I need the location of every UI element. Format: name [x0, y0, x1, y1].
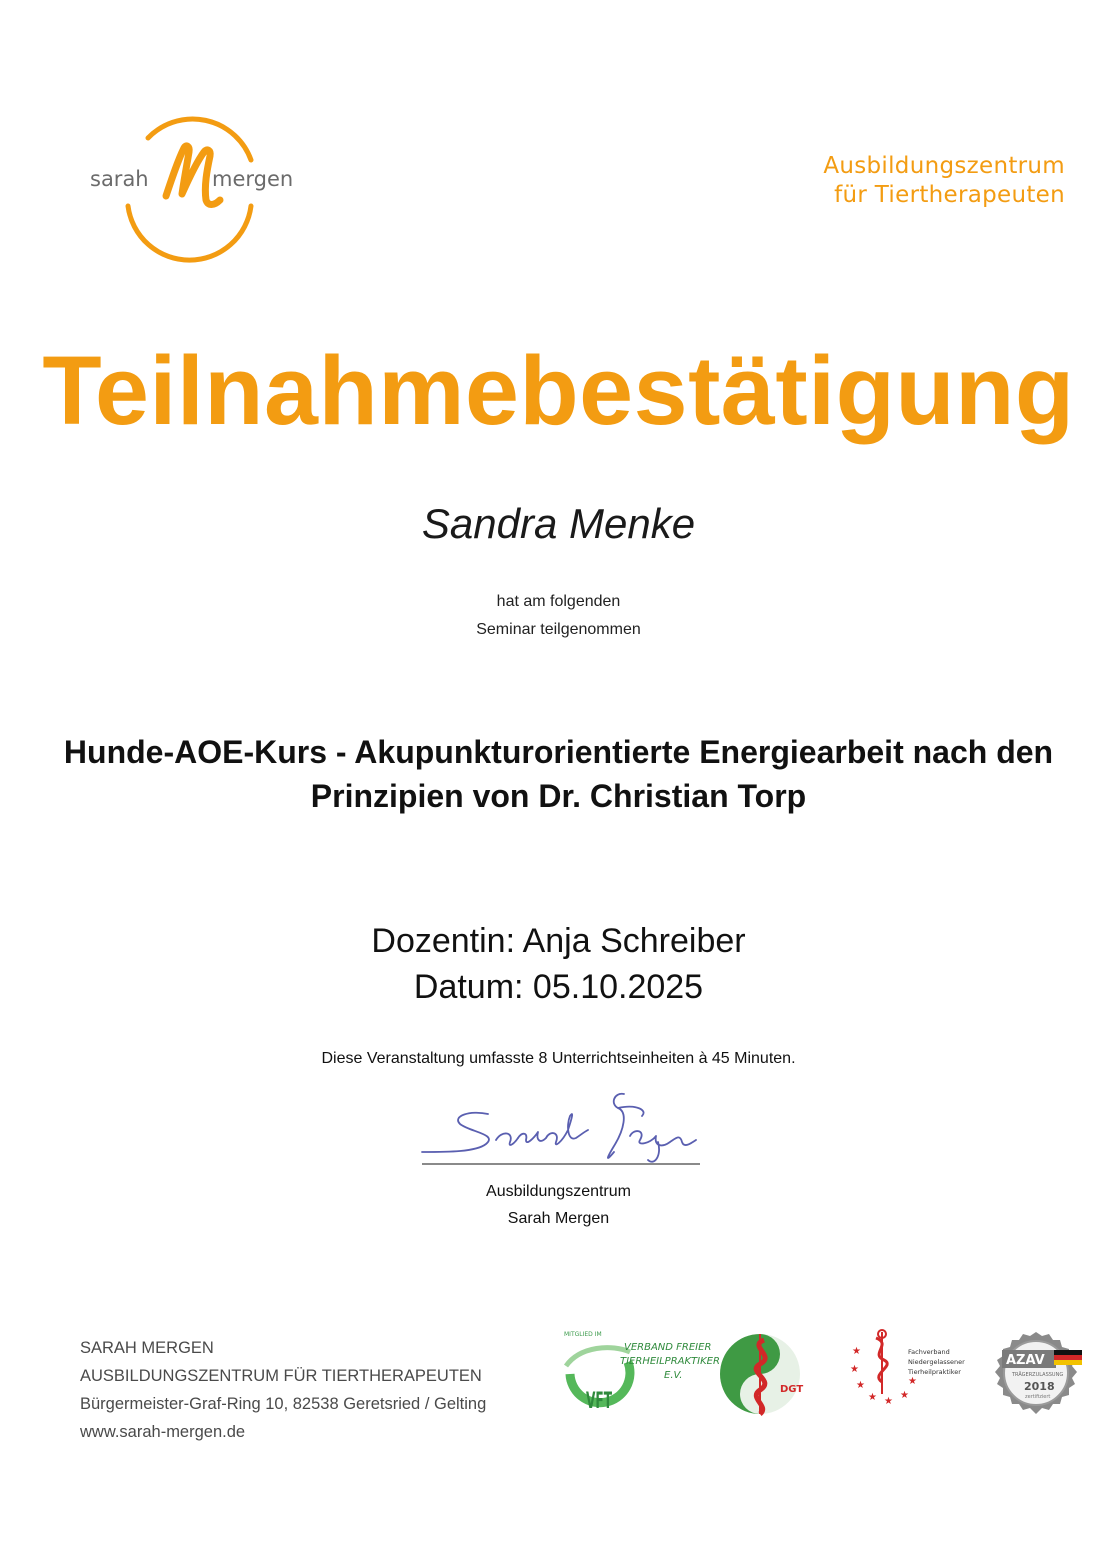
vft-member-badge — [560, 1326, 720, 1422]
signature-caption-line-1: Ausbildungszentrum — [486, 1183, 631, 1200]
svg-text:Tierheilpraktiker: Tierheilpraktiker — [908, 1368, 961, 1376]
svg-text:AZAV: AZAV — [1006, 1353, 1045, 1368]
institute-name — [823, 152, 1065, 210]
svg-text:VERBAND FREIER: VERBAND FREIER — [624, 1342, 712, 1353]
svg-text:TRÄGERZULASSUNG: TRÄGERZULASSUNG — [1012, 1372, 1064, 1378]
fnt-caduceus-icon — [842, 1326, 982, 1408]
svg-text:MITGLIED IM: MITGLIED IM — [564, 1331, 602, 1338]
svg-text:DGT: DGT — [780, 1384, 804, 1395]
footer-website: www.sarah-mergen.de — [80, 1423, 246, 1441]
course-title — [0, 730, 1117, 818]
svg-text:★: ★ — [900, 1390, 909, 1401]
signature-caption — [0, 1178, 1117, 1232]
sarah-mergen-logo — [86, 108, 306, 248]
footer-address — [80, 1334, 486, 1446]
vft-logo-icon — [560, 1326, 720, 1422]
azav-seal-icon — [992, 1330, 1086, 1416]
svg-text:★: ★ — [850, 1364, 859, 1375]
logo-mark-icon — [86, 108, 306, 248]
course-title-line-2: Prinzipien von Dr. Christian Torp — [310, 778, 807, 814]
course-title-line-1: Hunde-AOE-Kurs - Akupunkturorientierte Energiearbeit nach den — [63, 734, 1054, 770]
signature-caption-line-2: Sarah Mergen — [507, 1210, 610, 1227]
dgt-yin-yang-icon — [718, 1328, 810, 1418]
svg-text:TIERHEILPRAKTIKER: TIERHEILPRAKTIKER — [620, 1356, 720, 1367]
participant-name: Sandra Menke — [421, 500, 696, 547]
svg-text:★: ★ — [908, 1376, 917, 1387]
intro-line-2: Seminar teilgenommen — [476, 621, 641, 638]
svg-text:VFT: VFT — [586, 1389, 612, 1414]
fnt-badge — [842, 1326, 982, 1408]
svg-text:★: ★ — [868, 1392, 877, 1403]
dgt-badge — [718, 1328, 810, 1418]
svg-text:Niedergelassener: Niedergelassener — [908, 1358, 965, 1366]
course-details — [0, 918, 1117, 1010]
institute-line-1: Ausbildungszentrum — [823, 153, 1065, 179]
footer-line-1: SARAH MERGEN — [80, 1339, 214, 1357]
svg-text:zertifiziert: zertifiziert — [1025, 1394, 1051, 1400]
svg-text:★: ★ — [852, 1346, 861, 1357]
svg-text:★: ★ — [884, 1396, 893, 1407]
logo-text-right: mergen — [212, 167, 294, 191]
signature-scribble-icon — [418, 1086, 703, 1172]
svg-text:2018: 2018 — [1024, 1380, 1055, 1393]
svg-text:Fachverband: Fachverband — [908, 1348, 950, 1356]
svg-text:E.V.: E.V. — [664, 1370, 683, 1381]
course-date: Datum: 05.10.2025 — [413, 968, 704, 1006]
footer-line-3: Bürgermeister-Graf-Ring 10, 82538 Geretsried / Gelting — [80, 1395, 487, 1413]
footer-line-2: AUSBILDUNGSZENTRUM FÜR TIERTHERAPEUTEN — [80, 1367, 482, 1385]
course-scope: Diese Veranstaltung umfasste 8 Unterrichtseinheiten à 45 Minuten. — [321, 1050, 796, 1067]
intro-text — [0, 588, 1117, 644]
certificate-title: Teilnahmebestätigung — [42, 336, 1075, 445]
svg-text:★: ★ — [856, 1380, 865, 1391]
institute-line-2: für Tiertherapeuten — [834, 182, 1065, 208]
lecturer: Dozentin: Anja Schreiber — [371, 922, 746, 960]
intro-line-1: hat am folgenden — [496, 593, 621, 610]
azav-badge — [992, 1330, 1086, 1416]
logo-text-left: sarah — [90, 167, 149, 191]
signature — [418, 1086, 703, 1172]
